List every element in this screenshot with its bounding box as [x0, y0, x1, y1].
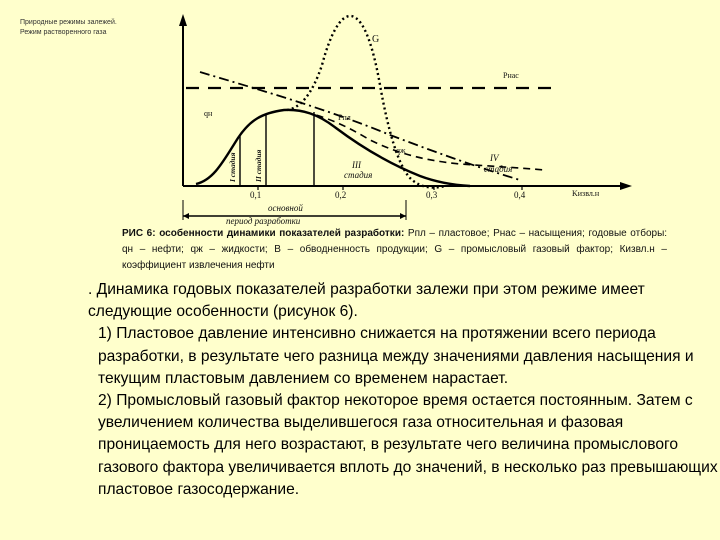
- gas-factor-curve: [287, 16, 445, 188]
- label-p-pl: Pпл: [338, 113, 351, 122]
- main-period-label-2: период разработки: [226, 216, 301, 226]
- main-period-label-1: основной: [268, 203, 303, 213]
- paragraph-3: 2) Промысловый газовый фактор некоторое время остается постоянным. Затем с увеличением количества выделившегося газа относительная и фазовая проницаемость для него возрастают, в результате чего величина промыслового газового фактора увеличивается вплоть до значений, в несколько раз превышающих пластовое газосодержание.: [98, 392, 718, 498]
- slide-heading-line2: Режим растворенного газа: [20, 29, 107, 36]
- label-stage-3-word: стадия: [344, 170, 373, 180]
- label-p-nas: Pнас: [503, 71, 519, 80]
- label-q-zh: qж: [396, 146, 406, 155]
- figure-caption-title: особенности динамики показателей разработки:: [159, 228, 405, 239]
- x-tick-label: 0,2: [335, 190, 347, 200]
- label-q-n: qн: [204, 109, 213, 118]
- label-stage-1: I стадия: [228, 152, 237, 182]
- x-tick-label: 0,4: [514, 190, 526, 200]
- paragraph-1: . Динамика годовых показателей разработки залежи при этом режиме имеет следующие особенности (рисунок 6).: [88, 281, 645, 321]
- x-tick-label: 0,1: [250, 190, 262, 200]
- label-stage-4-word: стадия: [484, 164, 513, 174]
- figure-caption-text: Рпл – пластовое; Рнас – насыщения; годовые отборы: qн – нефти; qж – жидкости; В – обводненность продукции; G – промысловый газовый фактор; Кизвл.н – коэффициент извлечения нефти: [122, 228, 668, 271]
- figure-caption-id: РИС 6:: [122, 228, 156, 239]
- x-axis-arrow: [620, 182, 632, 190]
- development-dynamics-figure: [0, 0, 720, 230]
- label-stage-3-num: III: [352, 160, 361, 170]
- label-stage-4-num: IV: [490, 153, 499, 163]
- slide-heading-line1: Природные режимы залежей.: [20, 19, 117, 26]
- label-k-izvl: Kизвл.н: [572, 189, 600, 198]
- y-axis-arrow: [179, 14, 187, 26]
- paragraph-2: 1) Пластовое давление интенсивно снижается на протяжении всего периода разработки, в результате чего разница между значениями давления насыщения и текущим пластовым давлением со временем нарастает.: [98, 325, 694, 387]
- label-stage-2: II стадия: [254, 149, 263, 182]
- figure-caption: [122, 226, 667, 274]
- body-text: [58, 279, 718, 501]
- main-period-arrow-right: [400, 213, 406, 219]
- label-g: G: [372, 34, 380, 45]
- main-period-arrow-left: [183, 213, 189, 219]
- x-tick-label: 0,3: [426, 190, 438, 200]
